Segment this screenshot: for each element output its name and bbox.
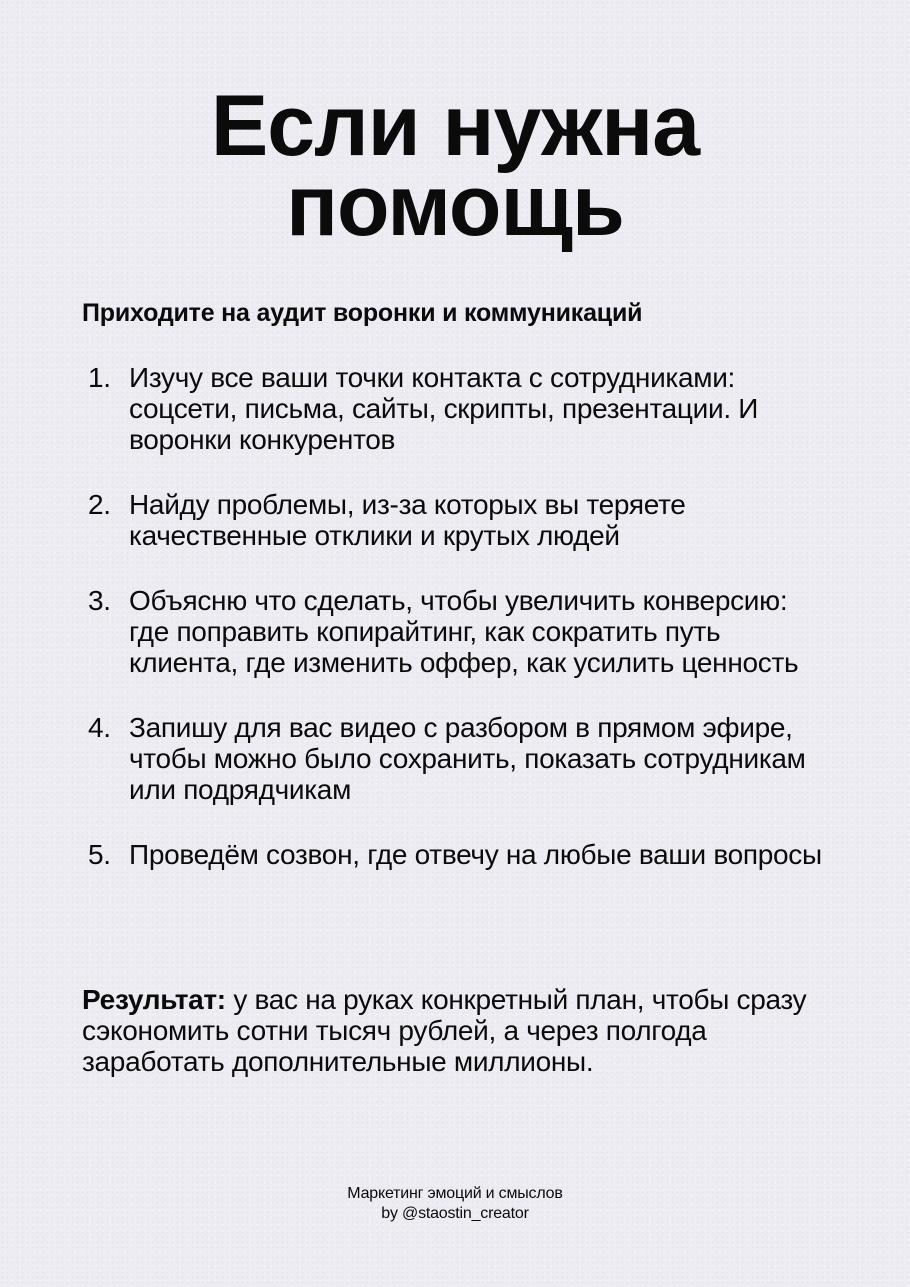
list-item-number: 4. <box>88 712 111 743</box>
list-item-number: 5. <box>88 839 111 870</box>
page-title <box>0 78 910 254</box>
subtitle: Приходите на аудит воронки и коммуникаций <box>82 299 643 327</box>
page-title-line-2: помощь <box>286 158 624 254</box>
list-item-text: Проведём созвон, где отвечу на любые ваши вопросы <box>129 839 822 870</box>
list-item <box>88 839 828 870</box>
footer-line-1: Маркетинг эмоций и смыслов <box>347 1185 563 1202</box>
page-title-line-1: Если нужна <box>210 78 700 174</box>
result-paragraph <box>82 984 832 1077</box>
footer-credit <box>0 1184 910 1224</box>
result-text: у вас на руках конкретный план, чтобы сразу сэкономить сотни тысяч рублей, а через полгода заработать дополнительные миллионы. <box>82 984 807 1077</box>
list-item-number: 2. <box>88 489 111 520</box>
list-item-text: Найду проблемы, из-за которых вы теряете качественные отклики и крутых людей <box>129 489 686 551</box>
footer-line-2: by @staostin_creator <box>381 1205 529 1222</box>
list-item <box>88 489 828 551</box>
list-item <box>88 585 828 678</box>
result-label: Результат: <box>82 984 226 1015</box>
list-item <box>88 712 828 805</box>
list-item-text: Запишу для вас видео с разбором в прямом эфире, чтобы можно было сохранить, показать сотрудникам или подрядчикам <box>129 712 806 805</box>
list-item-text: Изучу все ваши точки контакта с сотрудниками: соцсети, письма, сайты, скрипты, презентации. И воронки конкурентов <box>129 362 759 455</box>
list-item-number: 1. <box>88 362 111 393</box>
list-item-number: 3. <box>88 585 111 616</box>
list-item-text: Объясню что сделать, чтобы увеличить конверсию: где поправить копирайтинг, как сократить путь клиента, где изменить оффер, как усилить ценность <box>129 585 799 678</box>
steps-list <box>88 362 828 904</box>
list-item <box>88 362 828 455</box>
